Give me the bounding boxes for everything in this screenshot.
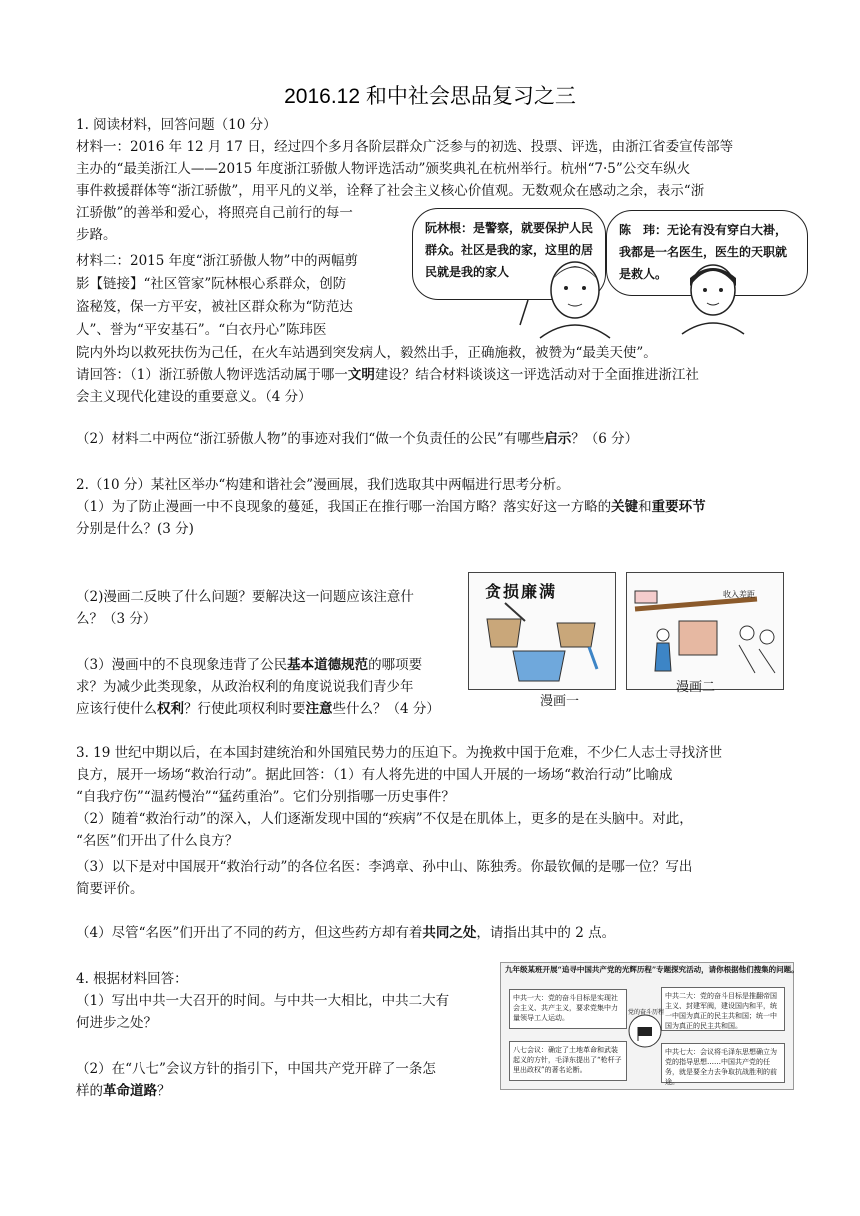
q1-ask2-text-a: （2）材料二中两位“浙江骄傲人物”的事迹对我们“做一个负责任的公民”有哪些 [76, 431, 545, 447]
q4-card-first-congress: 中共一大：党的奋斗目标是实现社会主义、共产主义，要求党集中力量领导工人运动。 [509, 989, 627, 1029]
q1-material2-line3: 盗秘笈，保一方平安，被社区群众称为“防范达 [76, 299, 353, 315]
q4-material-image [500, 962, 799, 1090]
q2-part3-line2: 求？为减少此类现象，从政治权利的角度说说我们青少年 [76, 679, 414, 695]
q4-card-second-congress: 中共二大：党的奋斗目标是推翻帝国主义、封建军阀，建设国内和平，统一中国为真正的民主共和国；统一中国为真正的民主共和国。 [661, 987, 785, 1031]
q4-center-label: 党的奋斗历程 [627, 1009, 664, 1016]
q2-header: 2.（10 分）某社区举办“构建和谐社会”漫画展，我们选取其中两幅进行思考分析。 [76, 477, 570, 493]
q2-part1-line2: 分别是什么？(3 分) [76, 521, 194, 537]
q3-line1: 3. 19 世纪中期以后，在本国封建统治和外国殖民势力的压迫下。为挽救中国于危难，不少仁人志士寻找济世 [76, 745, 723, 761]
q3-line7: 简要评价。 [76, 881, 144, 897]
q2-p3-bold: 基本道德规范 [287, 657, 369, 673]
q2-p1-text-c: 和 [638, 499, 652, 515]
q2-part3-line3 [76, 698, 440, 720]
q1-ask2 [76, 428, 638, 450]
q4-p2-text-c: ？ [157, 1083, 171, 1099]
q1-material1-line3: 事件救援群体等“浙江骄傲”，用平凡的义举，诠释了社会主义核心价值观。无数观众在感动之余，表示“浙 [76, 183, 705, 199]
q1-material2-line2: 影【链接】“社区管家”阮林根心系群众，创防 [76, 276, 347, 292]
q2-p3-l3-bold-2: 注意 [305, 701, 333, 717]
q2-part3-line1 [76, 654, 422, 676]
cartoon-one-title: 贪损廉满 [485, 584, 558, 601]
q1-material1-line1: 材料一：2016 年 12 月 17 日，经过四个多月各阶层群众广泛参与的初选、投票、评选，由浙江省委宣传部等 [76, 139, 734, 155]
speech-ruan-text: 阮林根：是警察，就要保护人民群众。社区是我的家，这里的居民就是我的家人 [425, 221, 594, 279]
page-title: 2016.12 和中社会思品复习之三 [284, 85, 576, 108]
q2-p3-l3-bold-1: 权利 [157, 701, 184, 717]
q3-line4: （2）随着“救治行动”的深入，人们逐渐发现中国的“疾病”不仅是在肌体上，更多的是在头脑中。对此， [76, 811, 693, 827]
q3-line5: “名医”们开出了什么良方？ [76, 833, 239, 849]
party-emblem-icon [627, 1013, 663, 1049]
q2-part1-line1 [76, 496, 706, 518]
cartoon-two [626, 572, 784, 690]
q2-p1-bold-2: 重要环节 [651, 499, 706, 515]
q1-material1-line4: 江骄傲”的善举和爱心，将照亮自己前行的每一 [76, 205, 353, 221]
q2-p3-l3-text-a: 应该行使什么 [76, 701, 157, 717]
speech-chen-text: 陈 玮：无论有没有穿白大褂，我都是一名医生，医生的天职就是救人。 [619, 223, 788, 281]
cartoon-two-sign: 收入差距 [723, 590, 755, 599]
q2-part2-line1: （2)漫画二反映了什么问题？要解决这一问题应该注意什 [76, 589, 414, 605]
cartoon-one-drawing [469, 599, 615, 689]
q3-l8-bold: 共同之处 [422, 925, 477, 941]
ruan-portrait-illustration [500, 250, 640, 340]
q4-card-august-seventh: 八七会议：确定了土地革命和武装起义的方针，毛泽东提出了“枪杆子里出政权”的著名论断。 [509, 1041, 627, 1081]
q3-line3: “自我疗伤”“温药慢治”“猛药重治”。它们分别指哪一历史事件？ [76, 789, 455, 805]
q2-p3-text-c: 的哪项要 [368, 657, 423, 673]
cartoon-two-caption: 漫画二 [676, 679, 716, 694]
q1-ask1-line2: 会主义现代化建设的重要意义。（4 分） [76, 389, 312, 405]
q4-part2-line2 [76, 1080, 171, 1102]
cartoon-one-caption: 漫画一 [540, 693, 580, 708]
q4-p2-bold: 革命道路 [103, 1083, 157, 1099]
q3-l8-text-a: （4）尽管“名医”们开出了不同的药方，但这些药方却有着 [76, 925, 423, 941]
q2-part2-line2: 么？（3 分） [76, 611, 157, 627]
q2-p1-text-a: （1）为了防止漫画一中不良现象的蔓延，我国正在推行哪一治国方略？落实好这一方略的 [76, 499, 612, 515]
q3-line8 [76, 922, 615, 944]
q1-material1-line2: 主办的“最美浙江人——2015 年度浙江骄傲人物评选活动”颁奖典礼在杭州举行。杭州“7·5”公交车纵火 [76, 161, 691, 177]
q3-line2: 良方，展开一场场“救治行动”。据此回答：（1）有人将先进的中国人开展的一场场“救治行动”比喻成 [76, 767, 673, 783]
q1-ask2-bold: 启示 [544, 431, 572, 447]
q1-ask2-text-c: ？（6 分） [571, 431, 639, 447]
q1-ask1-text-c: 建设？结合材料谈谈这一评选活动对于全面推进浙江社 [374, 367, 699, 383]
q1-ask1-line1 [76, 364, 699, 386]
q3-line6: （3）以下是对中国展开“救治行动”的各位名医：李鸿章、孙中山、陈独秀。你最钦佩的是哪一位？写出 [76, 859, 693, 875]
q3-l8-text-c: ，请指出其中的 2 点。 [476, 925, 616, 941]
cartoon-two-drawing [627, 573, 783, 689]
q4-image-header: 九年级某班开展“追寻中国共产党的光辉历程”专题探究活动，请你根据他们搜集的问题。 [505, 965, 799, 974]
q2-p1-bold-1: 关键 [611, 499, 639, 515]
q1-ask1-text-a: 请回答：（1）浙江骄傲人物评选活动属于哪一 [76, 367, 348, 383]
q4-header: 4. 根据材料回答： [76, 971, 188, 987]
q2-p3-text-a: （3）漫画中的不良现象违背了公民 [76, 657, 288, 673]
q2-p3-l3-text-e: 些什么？（4 分） [332, 701, 440, 717]
q1-header: 1. 阅读材料，回答问题（10 分） [76, 117, 277, 133]
q4-part1-line1: （1）写出中共一大召开的时间。与中共一大相比，中共二大有 [76, 993, 450, 1009]
q4-p2-text-a: 样的 [76, 1083, 103, 1099]
q4-part2-line1: （2）在“八七”会议方针的指引下，中国共产党开辟了一条怎 [76, 1061, 436, 1077]
chen-portrait-illustration [668, 256, 758, 336]
q4-card-seventh-congress: 中共七大：会议将毛泽东思想确立为党的指导思想……中国共产党的任务，就是要全力去争取抗战胜利的前途。 [661, 1043, 785, 1083]
q1-material1-line5: 步路。 [76, 227, 117, 243]
q4-part1-line2: 何进步之处？ [76, 1015, 157, 1031]
q2-p3-l3-text-c: ？行使此项权利时要 [184, 701, 306, 717]
q1-material2-line5: 院内外均以救死扶伤为己任，在火车站遇到突发病人，毅然出手，正确施救，被赞为“最美天使”。 [76, 345, 657, 361]
q1-ask1-bold: 文明 [347, 367, 375, 383]
cartoon-one [468, 572, 616, 690]
q1-material2-line4: 人”、誉为“平安基石”。“白衣丹心”陈玮医 [76, 322, 327, 338]
q1-material2-line1: 材料二：2015 年度“浙江骄傲人物”中的两幅剪 [76, 253, 358, 269]
